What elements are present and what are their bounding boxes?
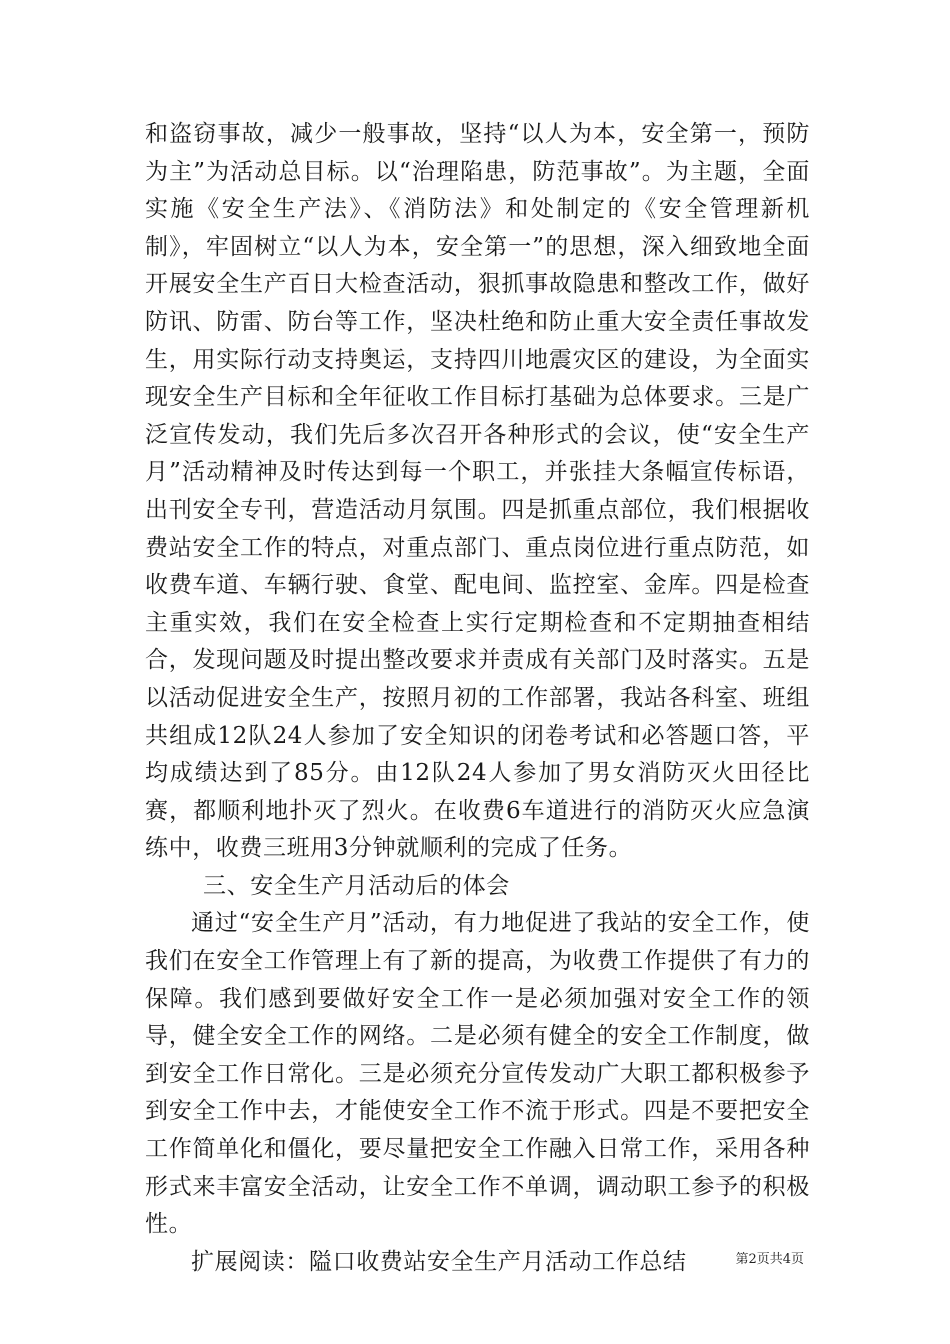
section-heading: 三、安全生产月活动后的体会 bbox=[203, 872, 510, 899]
document-body bbox=[145, 116, 810, 1281]
body-paragraph: 和盗窃事故，减少一般事故，坚持“以人为本，安全第一，预防为主”为活动总目标。以“治理陷患，防范事故”。为主题，全面实施《安全生产法》、《消防法》和处制定的《安全管理新机制》，牢固树立“以人为本，安全第一”的思想，深入细致地全面开展安全生产百日大检查活动，狠抓事故隐患和整改工作，做好防讯、防雷、防台等工作，坚决杜绝和防止重大安全责任事故发生，用实际行动支持奥运，支持四川地震灾区的建设，为全面实现安全生产目标和全年征收工作目标打基础为总体要求。三是广泛宣传发动，我们先后多次召开各种形式的会议，使“安全生产月”活动精神及时传达到每一个职工，并张挂大条幅宣传标语，出刊安全专刊，营造活动月氛围。四是抓重点部位，我们根据收费站安全工作的特点，对重点部门、重点岗位进行重点防范，如收费车道、车辆行驶、食堂、配电间、监控室、金库。四是检查主重实效，我们在安全检查上实行定期检查和不定期抽查相结合，发现问题及时提出整改要求并责成有关部门及时落实。五是以活动促进安全生产，按照月初的工作部署，我站各科室、班组共组成12队24人参加了安全知识的闭卷考试和必答题口答，平均成绩达到了85分。由12队24人参加了男女消防灭火田径比赛，都顺利地扑灭了烈火。在收费6车道进行的消防灭火应急演练中，收费三班用3分钟就顺利的完成了任务。 bbox=[145, 121, 810, 862]
extended-reading-title: 扩展阅读：隘口收费站安全生产月活动工作总结 bbox=[191, 1248, 687, 1275]
page-number: 第2页共4页 bbox=[735, 1252, 804, 1267]
body-paragraph: 通过“安全生产月”活动，有力地促进了我站的安全工作，使我们在安全工作管理上有了新的提高，为收费工作提供了有力的保障。我们感到要做好安全工作一是必须加强对安全工作的领导，健全安全工作的网络。二是必须有健全的安全工作制度，做到安全工作日常化。三是必须充分宣传发动广大职工都积极参予到安全工作中去，才能使安全工作不流于形式。四是不要把安全工作简单化和僵化，要尽量把安全工作融入日常工作，采用各种形式来丰富安全活动，让安全工作不单调，调动职工参予的积极性。 bbox=[145, 910, 810, 1238]
